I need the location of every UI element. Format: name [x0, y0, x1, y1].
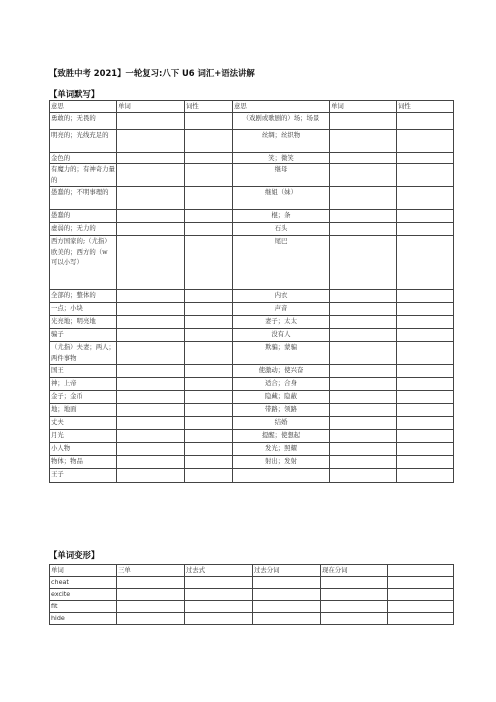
meaning-cell: 带路；领路 — [233, 404, 330, 417]
answer-cell[interactable] — [330, 187, 397, 210]
answer-cell[interactable] — [185, 303, 233, 316]
answer-cell[interactable] — [117, 164, 185, 187]
meaning-cell: 棍；条 — [233, 210, 330, 223]
answer-cell[interactable] — [185, 378, 233, 391]
answer-cell[interactable] — [185, 365, 233, 378]
answer-cell[interactable] — [117, 391, 185, 404]
answer-cell[interactable] — [253, 613, 321, 625]
answer-cell[interactable] — [330, 223, 397, 236]
answer-cell[interactable] — [185, 210, 233, 223]
answer-cell[interactable] — [397, 329, 454, 342]
answer-cell[interactable] — [330, 430, 397, 443]
header-cell: 单词 — [50, 565, 117, 577]
answer-cell[interactable] — [117, 329, 185, 342]
answer-cell[interactable] — [185, 329, 233, 342]
meaning-cell: 声音 — [233, 303, 330, 316]
answer-cell[interactable] — [185, 469, 233, 483]
meaning-cell: 光亮地；明亮地 — [50, 316, 117, 329]
header-cell — [388, 565, 454, 577]
answer-cell[interactable] — [117, 365, 185, 378]
answer-cell[interactable] — [397, 391, 454, 404]
answer-cell[interactable] — [117, 236, 185, 290]
header-cell: 三单 — [117, 565, 185, 577]
answer-cell[interactable] — [330, 329, 397, 342]
answer-cell[interactable] — [117, 378, 185, 391]
answer-cell[interactable] — [330, 456, 397, 469]
answer-cell[interactable] — [185, 223, 233, 236]
header-cell: 过去分词 — [253, 565, 321, 577]
table-row — [50, 290, 454, 303]
answer-cell[interactable] — [321, 613, 388, 625]
answer-cell[interactable] — [185, 316, 233, 329]
meaning-cell: 没有人 — [233, 329, 330, 342]
answer-cell[interactable] — [321, 577, 388, 589]
word-cell: hide — [50, 613, 117, 625]
meaning-cell: 金色的 — [50, 152, 117, 164]
header-cell: 词性 — [185, 101, 233, 113]
answer-cell[interactable] — [117, 456, 185, 469]
answer-cell[interactable] — [330, 316, 397, 329]
answer-cell[interactable] — [397, 469, 454, 483]
answer-cell[interactable] — [330, 290, 397, 303]
answer-cell[interactable] — [330, 129, 397, 152]
table-row — [50, 456, 454, 469]
answer-cell[interactable] — [330, 469, 397, 483]
answer-cell[interactable] — [388, 601, 454, 613]
answer-cell[interactable] — [397, 290, 454, 303]
answer-cell[interactable] — [253, 577, 321, 589]
answer-cell[interactable] — [185, 577, 253, 589]
answer-cell[interactable] — [397, 152, 454, 164]
word-cell: excite — [50, 589, 117, 601]
table-row — [50, 601, 454, 613]
answer-cell[interactable] — [330, 112, 397, 129]
answer-cell[interactable] — [185, 430, 233, 443]
header-cell: 词性 — [397, 101, 454, 113]
answer-cell[interactable] — [117, 430, 185, 443]
answer-cell[interactable] — [117, 152, 185, 164]
answer-cell[interactable] — [185, 456, 233, 469]
answer-cell[interactable] — [330, 404, 397, 417]
table-header-row — [50, 565, 454, 577]
meaning-cell: 一点；小块 — [50, 303, 117, 316]
answer-cell[interactable] — [185, 601, 253, 613]
table-row — [50, 589, 454, 601]
table-row — [50, 236, 454, 290]
answer-cell[interactable] — [185, 152, 233, 164]
answer-cell[interactable] — [397, 417, 454, 430]
meaning-cell: 笑；微笑 — [233, 152, 330, 164]
answer-cell[interactable] — [117, 613, 185, 625]
header-cell: 单词 — [117, 101, 185, 113]
vocab-dictation-table — [49, 100, 454, 483]
answer-cell[interactable] — [397, 187, 454, 210]
meaning-cell: 西方国家的;（尤指）欧美的；西方的（w 可以小写） — [50, 236, 117, 290]
section-title-word-forms: 【单词变形】 — [49, 550, 100, 560]
meaning-cell: 妻子；太太 — [233, 316, 330, 329]
answer-cell[interactable] — [185, 613, 253, 625]
answer-cell[interactable] — [253, 589, 321, 601]
meaning-cell: 虚弱的；无力的 — [50, 223, 117, 236]
answer-cell[interactable] — [117, 589, 185, 601]
word-forms-table — [49, 564, 454, 625]
table-row — [50, 303, 454, 316]
answer-cell[interactable] — [117, 112, 185, 129]
answer-cell[interactable] — [185, 391, 233, 404]
meaning-cell — [233, 469, 330, 483]
meaning-cell: 隐藏；隐蔽 — [233, 391, 330, 404]
header-cell: 意思 — [233, 101, 330, 113]
answer-cell[interactable] — [388, 613, 454, 625]
meaning-cell: 继姐（妹） — [233, 187, 330, 210]
answer-cell[interactable] — [117, 187, 185, 210]
answer-cell[interactable] — [330, 342, 397, 365]
table-row — [50, 112, 454, 129]
answer-cell[interactable] — [321, 589, 388, 601]
meaning-cell: 欺骗；蒙骗 — [233, 342, 330, 365]
meaning-cell: 骗子 — [50, 329, 117, 342]
answer-cell[interactable] — [117, 443, 185, 456]
header-cell: 意思 — [50, 101, 117, 113]
meaning-cell: 国王 — [50, 365, 117, 378]
answer-cell[interactable] — [330, 303, 397, 316]
meaning-cell: 明亮的；光线充足的 — [50, 129, 117, 152]
answer-cell[interactable] — [185, 187, 233, 210]
meaning-cell: 继母 — [233, 164, 330, 187]
answer-cell[interactable] — [330, 236, 397, 290]
table-row — [50, 329, 454, 342]
table-row — [50, 342, 454, 365]
meaning-cell: 丈夫 — [50, 417, 117, 430]
table-row — [50, 577, 454, 589]
meaning-cell: 射出；发射 — [233, 456, 330, 469]
answer-cell[interactable] — [397, 164, 454, 187]
table-row — [50, 443, 454, 456]
answer-cell[interactable] — [117, 129, 185, 152]
meaning-cell: 神；上帝 — [50, 378, 117, 391]
answer-cell[interactable] — [397, 378, 454, 391]
table-row — [50, 129, 454, 152]
meaning-cell: 地；地面 — [50, 404, 117, 417]
table-row — [50, 316, 454, 329]
answer-cell[interactable] — [253, 601, 321, 613]
table-row — [50, 187, 454, 210]
answer-cell[interactable] — [185, 164, 233, 187]
answer-cell[interactable] — [185, 404, 233, 417]
table-row — [50, 223, 454, 236]
answer-cell[interactable] — [388, 577, 454, 589]
answer-cell[interactable] — [185, 236, 233, 290]
meaning-cell: 全部的；整体的 — [50, 290, 117, 303]
header-cell: 单词 — [330, 101, 397, 113]
meaning-cell: 物体；物品 — [50, 456, 117, 469]
answer-cell[interactable] — [397, 236, 454, 290]
meaning-cell: 王子 — [50, 469, 117, 483]
word-cell: fit — [50, 601, 117, 613]
meaning-cell: 石头 — [233, 223, 330, 236]
answer-cell[interactable] — [397, 365, 454, 378]
meaning-cell: 月光 — [50, 430, 117, 443]
meaning-cell: 发光；照耀 — [233, 443, 330, 456]
meaning-cell: 小人物 — [50, 443, 117, 456]
meaning-cell: 勇敢的；无畏的 — [50, 112, 117, 129]
header-cell: 过去式 — [185, 565, 253, 577]
answer-cell[interactable] — [330, 378, 397, 391]
answer-cell[interactable] — [397, 112, 454, 129]
answer-cell[interactable] — [185, 112, 233, 129]
table-row — [50, 378, 454, 391]
answer-cell[interactable] — [397, 404, 454, 417]
answer-cell[interactable] — [330, 164, 397, 187]
answer-cell[interactable] — [330, 365, 397, 378]
answer-cell[interactable] — [397, 303, 454, 316]
answer-cell[interactable] — [388, 589, 454, 601]
answer-cell[interactable] — [330, 417, 397, 430]
answer-cell[interactable] — [185, 129, 233, 152]
answer-cell[interactable] — [117, 316, 185, 329]
answer-cell[interactable] — [117, 210, 185, 223]
answer-cell[interactable] — [397, 456, 454, 469]
table-row — [50, 391, 454, 404]
answer-cell[interactable] — [117, 223, 185, 236]
answer-cell[interactable] — [117, 417, 185, 430]
meaning-cell: 结婚 — [233, 417, 330, 430]
table-header-row — [50, 101, 454, 113]
answer-cell[interactable] — [117, 290, 185, 303]
header-cell: 现在分词 — [321, 565, 388, 577]
answer-cell[interactable] — [185, 342, 233, 365]
answer-cell[interactable] — [321, 601, 388, 613]
meaning-cell: 内衣 — [233, 290, 330, 303]
answer-cell[interactable] — [397, 129, 454, 152]
answer-cell[interactable] — [185, 290, 233, 303]
meaning-cell: （尤指）夫妻；两人；两件事物 — [50, 342, 117, 365]
section-title-vocab-dictation: 【单词默写】 — [49, 89, 100, 99]
table-row — [50, 613, 454, 625]
meaning-cell: 提醒；使想起 — [233, 430, 330, 443]
meaning-cell: 愚蠢的；不明事理的 — [50, 187, 117, 210]
answer-cell[interactable] — [330, 152, 397, 164]
table-row — [50, 430, 454, 443]
meaning-cell: （戏剧或歌剧的）场；场景 — [233, 112, 330, 129]
meaning-cell: 有魔力的；有神奇力量的 — [50, 164, 117, 187]
table-row — [50, 417, 454, 430]
answer-cell[interactable] — [117, 577, 185, 589]
answer-cell[interactable] — [397, 210, 454, 223]
answer-cell[interactable] — [185, 417, 233, 430]
meaning-cell: 适合；合身 — [233, 378, 330, 391]
answer-cell[interactable] — [117, 303, 185, 316]
answer-cell[interactable] — [397, 316, 454, 329]
answer-cell[interactable] — [117, 342, 185, 365]
answer-cell[interactable] — [397, 430, 454, 443]
answer-cell[interactable] — [185, 589, 253, 601]
table-row — [50, 164, 454, 187]
meaning-cell: 愚蠢的 — [50, 210, 117, 223]
meaning-cell: 尾巴 — [233, 236, 330, 290]
meaning-cell: 使激动；使兴奋 — [233, 365, 330, 378]
word-cell: cheat — [50, 577, 117, 589]
answer-cell[interactable] — [330, 391, 397, 404]
answer-cell[interactable] — [185, 443, 233, 456]
table-row — [50, 210, 454, 223]
answer-cell[interactable] — [397, 223, 454, 236]
meaning-cell: 丝绸；丝织物 — [233, 129, 330, 152]
answer-cell[interactable] — [397, 342, 454, 365]
answer-cell[interactable] — [397, 443, 454, 456]
table-row — [50, 152, 454, 164]
answer-cell[interactable] — [330, 443, 397, 456]
document-title: 【致胜中考 2021】一轮复习:八下 U6 词汇+语法讲解 — [49, 68, 255, 78]
meaning-cell: 金子；金币 — [50, 391, 117, 404]
answer-cell[interactable] — [117, 601, 185, 613]
answer-cell[interactable] — [117, 404, 185, 417]
table-row — [50, 365, 454, 378]
answer-cell[interactable] — [330, 210, 397, 223]
table-row — [50, 469, 454, 483]
table-row — [50, 404, 454, 417]
answer-cell[interactable] — [117, 469, 185, 483]
